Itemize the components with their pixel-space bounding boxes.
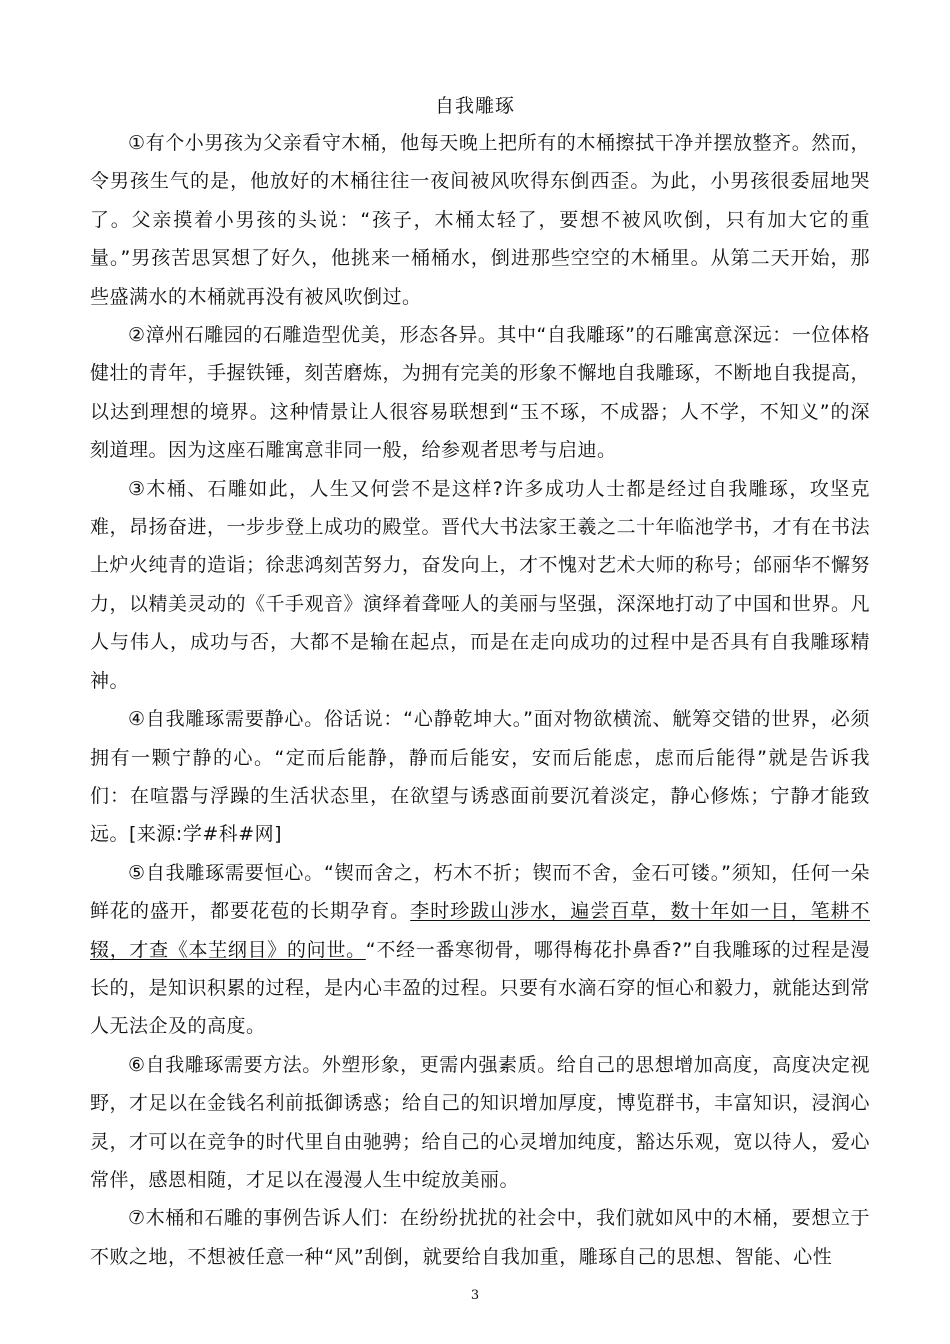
page-number: 3	[470, 1288, 480, 1303]
paragraph-5	[90, 854, 870, 1046]
paragraph-1: ①有个小男孩为父亲看守木桶，他每天晚上把所有的木桶擦拭干净并摆放整齐。然而，令男孩生气的是，他放好的木桶往往一夜间被风吹得东倒西歪。为此，小男孩很委屈地哭了。父亲摸着小男孩的头说：“孩子，木桶太轻了，要想不被风吹倒，只有加大它的重量。”男孩苦思冥想了好久，他挑来一桶桶水，倒进那些空空的木桶里。从第二天开始，那些盛满水的木桶就再没有被风吹倒过。	[90, 132, 870, 308]
paragraph-6: ⑥自我雕琢需要方法。外塑形象，更需内强素质。给自己的思想增加高度，高度决定视野，才足以在金钱名利前抵御诱惑；给自己的知识增加厚度，博览群书，丰富知识，浸润心灵，才可以在竞争的时代里自由驰骋；给自己的心灵增加纯度，豁达乐观，宽以待人，爱心常伴，感恩相随，才足以在漫漫人生中绽放美丽。	[90, 1053, 871, 1191]
paragraph-5-start: ⑤自我雕琢需要恒心。“锲而舍之，朽木不折；锲而不舍，金石可镂。”须知，任何一朵鲜花的盛开，都要花苞的长期孕育。	[90, 861, 870, 923]
paragraph-2: ②漳州石雕园的石雕造型优美，形态各异。其中“自我雕琢”的石雕寓意深远：一位体格健壮的青年，手握铁锤，刻苦磨炼，为拥有完美的形象不懈地自我雕琢，不断地自我提高，以达到理想的境界。这种情景让人很容易联想到“玉不琢，不成器；人不学，不知义”的深刻道理。因为这座石雕寓意非同一般，给参观者思考与启迪。	[90, 324, 871, 462]
paragraph-5-end: “不经一番寒彻骨，哪得梅花扑鼻香?”自我雕琢的过程是漫长的，是知识积累的过程，是内心丰盈的过程。只要有水滴石穿的恒心和毅力，就能达到常人无法企及的高度。	[90, 938, 871, 1038]
article-body	[90, 124, 870, 1276]
paragraph-3: ③木桶、石雕如此，人生又何尝不是这样?许多成功人士都是经过自我雕琢，攻坚克难，昂扬奋进，一步步登上成功的殿堂。晋代大书法家王羲之二十年临池学书，才有在书法上炉火纯青的造诣；徐悲鸿刻苦努力，奋发向上，才不愧对艺术大师的称号；邰丽华不懈努力，以精美灵动的《千手观音》演绎着聋哑人的美丽与坚强，深深地打动了中国和世界。凡人与伟人，成功与否，大都不是输在起点，而是在走向成功的过程中是否具有自我雕琢精神。	[90, 477, 871, 692]
underlined-sentence: 李时珍跋山涉水，遍尝百草，数十年如一日，笔耕不辍，才查《本芏纲目》的问世。	[90, 900, 870, 961]
paragraph-7: ⑦木桶和石雕的事例告诉人们：在纷纷扰扰的社会中，我们就如风中的木桶，要想立于不败之地，不想被任意一种“风”刮倒，就要给自我加重，雕琢自己的思想、智能、心性	[90, 1207, 870, 1268]
page-title: 自我雕琢	[434, 95, 515, 117]
paragraph-4: ④自我雕琢需要静心。俗话说：“心静乾坤大。”面对物欲横流、觥筹交错的世界，必须拥有一颗宁静的心。“定而后能静，静而后能安，安而后能虑，虑而后能得”就是告诉我们：在喧嚣与浮躁的生活状态里，在欲望与诱惑面前要沉着淡定，静心修炼；宁静才能致远。[来源:学#科#网]	[90, 708, 870, 846]
